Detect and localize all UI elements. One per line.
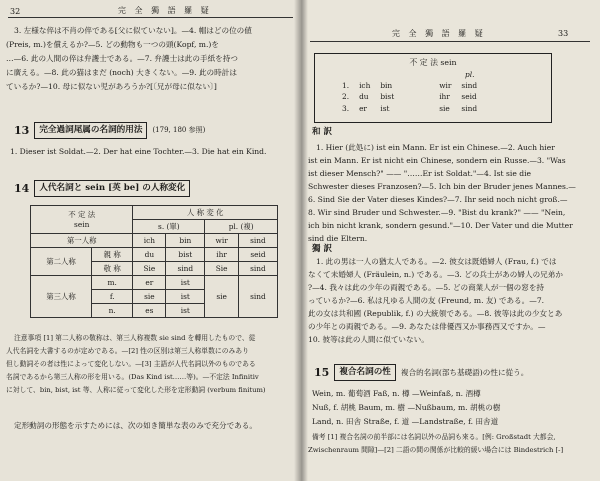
table-header: 人 称 変 化 [133, 206, 278, 220]
text-line: sind die Eltern. [308, 234, 368, 243]
section-number: 13 [14, 124, 30, 138]
section-title: 複合名詞の性 [334, 364, 396, 381]
plural-header: pl. (複) [205, 220, 278, 234]
compound-row: Land, n. 田舎 Straße, f. 道 —Landstraße, f. 田舎道 [312, 417, 499, 426]
text-line: Schwester dieses Franzosen?—5. Ich bin der Bruder jenes Mannes.— [308, 182, 576, 191]
text-line: 6. Sind Sie der Vater dieses Kindes?—7. Ihr seid noch nicht groß.— [308, 195, 568, 204]
book-gutter [294, 0, 308, 481]
note-line: 名詞であるから第三人称の形を用いる。(Das Kind ist……等)。—不定法 Infinitiv [6, 373, 259, 381]
table-row: n. es ist [31, 304, 278, 318]
text-line: ist dieser Mensch?" —— "……Er ist Soldat."—4. Ist sie die [308, 169, 532, 178]
translation-heading: 獨 訳 [312, 244, 332, 254]
table-row: 第三人称 m. er ist sie sind [31, 276, 278, 290]
text-line: 此の女は共和國 (Republik, f.) の大統領である。—8. 彼等は此の少女とあ [308, 309, 563, 318]
text-line: 1. Hier (此処に) ist ein Mann. Er ist ein Chinese.—2. Auch hier [316, 143, 555, 152]
text-line: っているか?—6. 私は凡ゆる人間の友 (Freund, m. 友) である。—7. [308, 296, 545, 305]
text-line: 1. 此の男は一人の猶太人である。—2. 彼女は既婚婦人 (Frau, f.) では [316, 257, 557, 266]
note-line: Zwischenraum 間隙]—[2] 二語の間の関係が比較的緩い場合には Bindestrich [-] [308, 446, 564, 454]
note-line: に対して、bin, bist, ist 等、人称に従って変化した形を定形動詞 (verbum finitum) [6, 386, 266, 394]
conjugation-table [30, 205, 278, 318]
section-title: 完全過詞尾属の名詞的用法 [34, 122, 147, 139]
section-15-heading [314, 364, 528, 381]
table-row: 1. ich bin wir sind [342, 81, 478, 90]
running-head: 完 全 獨 語 羅 疑 [118, 6, 212, 15]
conjugation-box [314, 53, 552, 123]
table-row: 3. er ist sie sind [342, 103, 478, 113]
translation-heading: 和 訳 [312, 127, 332, 137]
compound-row: Wein, m. 葡萄酒 Faß, n. 樽 —Weinfaß, n. 酒樽 [312, 389, 481, 398]
text-line: に廣える。—8. 此の猫はまだ (noch) 大きくない。—9. 此の時計は [6, 68, 237, 77]
text-line: ?—4. 我々は此の少年の両親である。—5. どの商業人が一個の窓を持 [308, 283, 545, 292]
closing-line: 定形動詞の形態を示すためには、次の如き簡単な表のみで充分である。 [14, 421, 257, 430]
box-title: 不 定 法 sein [409, 58, 457, 67]
text-line: 10. 彼等は此の人間に似ていない。 [308, 335, 429, 344]
header-rule [310, 41, 590, 42]
section-title: 人代名詞と sein [英 be] の人称変化 [34, 180, 190, 197]
text-line: 8. Wir sind Bruder und Schwester.—9. "Bist du krank?" —— "Nein, [308, 208, 566, 217]
section-ref: (179, 180 参照) [152, 126, 206, 135]
running-head: 完 全 獨 語 羅 疑 [392, 29, 486, 38]
section-number: 14 [14, 182, 30, 196]
header-rule [8, 17, 293, 18]
text-line: の少年との両親である。—9. あなたは俳優西又か事務西又ですか。— [308, 322, 546, 331]
text-line: 3. 左様な倅は不肖の倅である[父に似ていない]。—4. 帽はどの位の値 [14, 26, 252, 35]
box-table [337, 80, 482, 114]
note-line: 注意事項 [1] 第二人称の敬称は、第三人称複数 sie sind を轉用したもので、從 [14, 334, 256, 342]
section-13-heading [14, 122, 205, 139]
table-row: 敬 称 Sie sind Sie sind [31, 262, 278, 276]
page-number: 32 [10, 7, 21, 16]
table-row: 第二人称 親 称 du bist ihr seid [31, 248, 278, 262]
text-line: (Preis, m.)を償えるか?—5. どの動物も一つの頭(Kopf, m.)を [6, 40, 219, 49]
table-row: 第一人称 ich bin wir sind [31, 234, 278, 248]
plural-label: pl. [465, 70, 475, 79]
singular-header: s. (單) [133, 220, 205, 234]
text-line: なくて未婚婦人 (Fräulein, n.) である。—3. どの兵士があの婦人の兄弟か [308, 270, 563, 279]
table-row: 2. du bist ihr seid [342, 92, 477, 102]
section-14-heading [14, 180, 190, 197]
infinitive-cell: 不 定 法 sein [31, 206, 133, 234]
text-line: ist ein Mann. Er ist nicht ein Chinese, sondern ein Russe.—3. "Was [308, 156, 566, 165]
text-line: ているか?—10. 母に似ない児があろうか?[〔兄が母に似ない〕] [6, 82, 217, 91]
compound-row: Nuß, f. 胡桃 Baum, m. 樹 —Nußbaum, m. 胡桃の樹 [312, 403, 501, 412]
note-line: 人代名詞を大書するのが定めである。—[2] 性の区別は第三人称単数にのみあり [6, 347, 249, 355]
section-number: 15 [314, 366, 330, 380]
text-line: …—6. 此の人間の倅は弁護士である。—7. 弁護士は此の手紙を持つ [6, 54, 238, 63]
section-subtitle: 複合的名詞(部ち基礎語)の性に從う。 [400, 367, 529, 377]
note-line: 備考 [1] 複合名詞の前半部には名詞以外の品詞も來る。[例: Großstadt 大都会, [312, 433, 556, 441]
right-page [300, 0, 600, 481]
note-line: 但し動詞その者は性によって変化しない。—[3] 主語が人代名詞以外のものである [6, 360, 256, 368]
example-line: 1. Dieser ist Soldat.—2. Der hat eine Tochter.—3. Die hat ein Kind. [10, 147, 267, 156]
page-number: 33 [558, 29, 569, 38]
table-row: f. sie ist [31, 290, 278, 304]
text-line: ich bin nicht krank, sondern gesund."—10. Der Vater und die Mutter [308, 221, 573, 230]
